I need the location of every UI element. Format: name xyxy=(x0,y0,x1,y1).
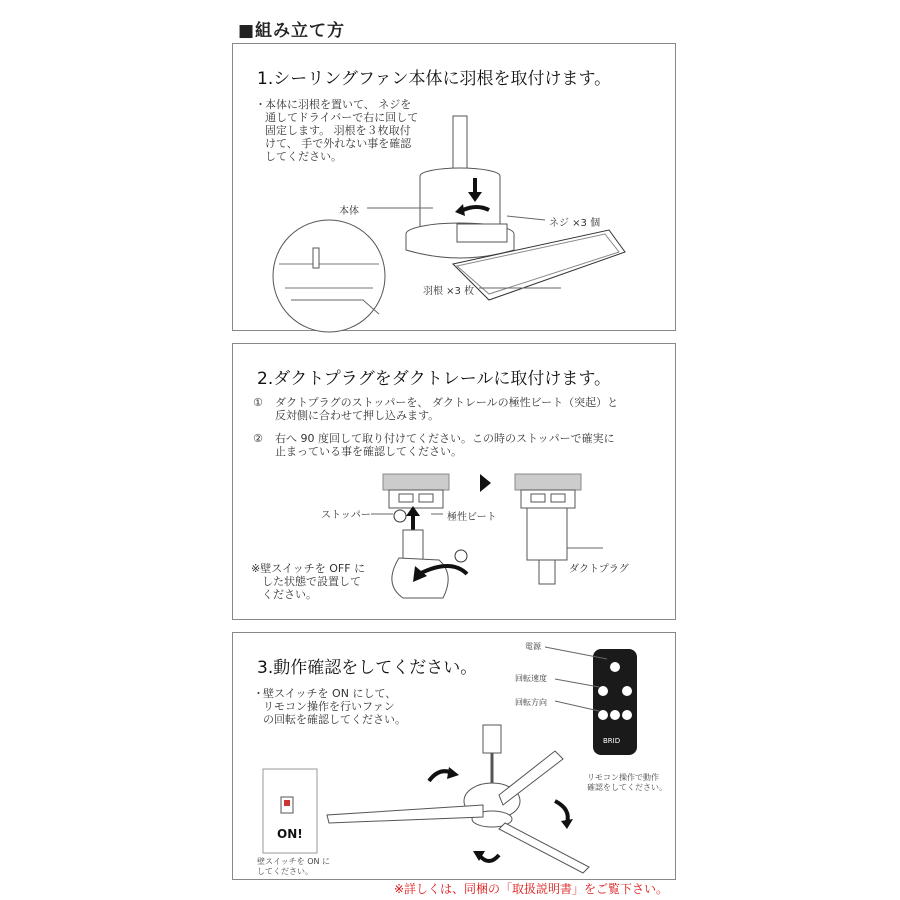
operation-illustration xyxy=(233,633,675,879)
step3-title: 3.動作確認をしてください。 xyxy=(257,658,478,678)
step2-item2-num: ② xyxy=(253,432,263,445)
label-blade: 羽根 ×3 枚 xyxy=(423,286,475,297)
footer-note: ※詳しくは、同梱の「取扱説明書」をご覧下さい。 xyxy=(394,882,669,896)
step2-note: ※壁スイッチを OFF に した状態で設置して ください。 xyxy=(251,562,366,601)
label-body: 本体 xyxy=(339,206,359,217)
label-screw: ネジ ×3 個 xyxy=(549,218,601,229)
switch-caption: 壁スイッチを ON に してください。 xyxy=(257,857,331,876)
step1-bullet: ・ xyxy=(255,98,266,111)
step2-panel xyxy=(232,343,676,620)
label-direction: 回転方向 xyxy=(515,698,547,707)
label-power: 電源 xyxy=(525,642,541,651)
remote-brand: BRID xyxy=(603,737,621,745)
label-speed: 回転速度 xyxy=(515,674,547,683)
switch-on-text: ON! xyxy=(277,827,303,841)
step3-panel xyxy=(232,632,676,880)
step2-item1-num: ① xyxy=(253,396,263,409)
page-title: ■組み立て方 xyxy=(238,21,346,41)
label-stopper: ストッパー xyxy=(321,510,371,521)
step3-note: 壁スイッチを ON にして、 リモコン操作を行いファン の回転を確認してください。 xyxy=(263,687,406,726)
label-polarity: 極性ビート xyxy=(447,512,497,523)
step2-item2: 右へ 90 度回して取り付けてください。この時のストッパーで確実に 止まっている事を確認してください。 xyxy=(275,432,615,458)
step3-bullet: ・ xyxy=(253,687,264,700)
step1-note: 本体に羽根を置いて、 ネジを 通してドライバーで右に回して 固定します。 羽根を３枚取付 けて、 手で外れない事を確認 してください。 xyxy=(265,98,419,163)
step2-item1: ダクトプラグのストッパーを、 ダクトレールの極性ビート（突起）と 反対側に合わせて押し込みます。 xyxy=(275,396,619,422)
step1-panel xyxy=(232,43,676,331)
step2-title: 2.ダクトプラグをダクトレールに取付けます。 xyxy=(257,369,612,389)
step1-title: 1.シーリングファン本体に羽根を取付けます。 xyxy=(257,69,612,89)
remote-caption: リモコン操作で動作 確認をしてください。 xyxy=(587,773,667,792)
label-duct-plug: ダクトプラグ xyxy=(569,564,629,575)
